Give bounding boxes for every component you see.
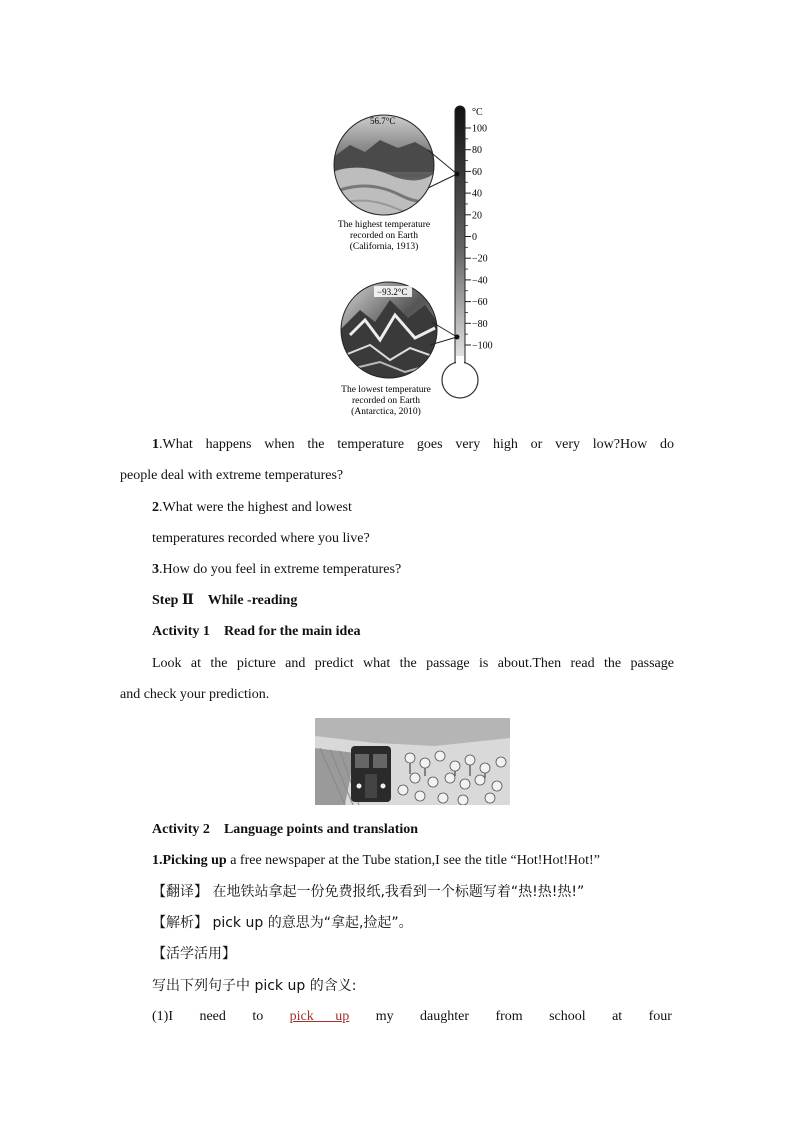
svg-text:The lowest temperature: The lowest temperature bbox=[341, 385, 431, 395]
analysis-tag: 【解析】 bbox=[152, 915, 208, 931]
point-1-sentence: 1.Picking up a free newspaper at the Tube station,I see the title “Hot!Hot!Hot!” bbox=[152, 853, 600, 868]
svg-text:recorded on Earth: recorded on Earth bbox=[349, 231, 419, 241]
svg-text:(California, 1913): (California, 1913) bbox=[349, 242, 419, 252]
scale-label: −100 bbox=[472, 340, 493, 352]
svg-text:recorded on Earth: recorded on Earth bbox=[351, 396, 421, 406]
scale-label: −20 bbox=[472, 253, 488, 265]
activity-1-heading: Activity 1 Read for the main idea bbox=[152, 624, 361, 639]
step-2-heading: Step Ⅱ While -reading bbox=[152, 593, 298, 608]
exercise-1: (1)I need to pick up my daughter from school at four bbox=[152, 1007, 672, 1027]
instruction-line: 写出下列句子中 pick up 的含义: bbox=[152, 978, 357, 994]
scale-label: 60 bbox=[472, 166, 482, 178]
scale-label: −40 bbox=[472, 275, 488, 287]
scale-label: 100 bbox=[472, 123, 487, 135]
scale-label: 0 bbox=[472, 232, 477, 243]
scale-label: −60 bbox=[472, 297, 488, 309]
question-1-line-2: people deal with extreme temperatures? bbox=[120, 468, 344, 483]
activity-2-heading: Activity 2 Language points and translation bbox=[152, 822, 419, 837]
translation-tag: 【翻译】 bbox=[152, 884, 208, 900]
scale-label: −80 bbox=[472, 318, 488, 330]
scale-labels bbox=[472, 124, 493, 352]
question-1-line-1: 1.What happens when the temperature goes very high or very low?How do bbox=[152, 437, 674, 452]
activity-1-text-line-2: and check your prediction. bbox=[120, 687, 270, 702]
question-2-line-1: 2.What were the highest and lowest bbox=[152, 500, 352, 515]
temperature-figure bbox=[320, 100, 510, 422]
practice-tag: 【活学活用】 bbox=[152, 946, 236, 962]
exercise-1-target-phrase: pick up bbox=[289, 1009, 350, 1024]
highest-temperature-photo bbox=[330, 110, 440, 220]
highest-caption bbox=[338, 220, 430, 252]
scale-label: 20 bbox=[472, 210, 482, 222]
question-3: 3.How do you feel in extreme temperatures? bbox=[152, 562, 402, 577]
unit-label: °C bbox=[472, 107, 483, 118]
question-3-number: 3 bbox=[152, 562, 159, 577]
question-2-number: 2 bbox=[152, 500, 159, 515]
train-station-photo bbox=[315, 718, 510, 805]
question-2-line-2: temperatures recorded where you live? bbox=[152, 531, 370, 546]
svg-text:(Antarctica, 2010): (Antarctica, 2010) bbox=[351, 407, 421, 417]
translation-line: 【翻译】 在地铁站拿起一份免费报纸,我看到一个标题写着“热!热!热!” bbox=[152, 884, 585, 900]
svg-text:The highest temperature: The highest temperature bbox=[337, 220, 431, 230]
scale-label: 40 bbox=[472, 188, 482, 200]
highest-value: 56.7°C bbox=[370, 116, 396, 126]
lowest-temperature-photo bbox=[340, 280, 440, 380]
analysis-line: 【解析】 pick up 的意思为“拿起,捡起”。 bbox=[152, 915, 413, 931]
activity-1-text-line-1: Look at the picture and predict what the passage is about.Then read the passage bbox=[152, 656, 674, 671]
thermometer-tube bbox=[455, 106, 465, 368]
scale-ticks bbox=[465, 128, 471, 345]
question-1-number: 1 bbox=[152, 437, 159, 452]
lowest-caption bbox=[341, 385, 431, 417]
lowest-value: −93.2°C bbox=[377, 287, 408, 297]
point-1-phrase: Picking up bbox=[162, 853, 227, 868]
scale-label: 80 bbox=[472, 145, 482, 157]
